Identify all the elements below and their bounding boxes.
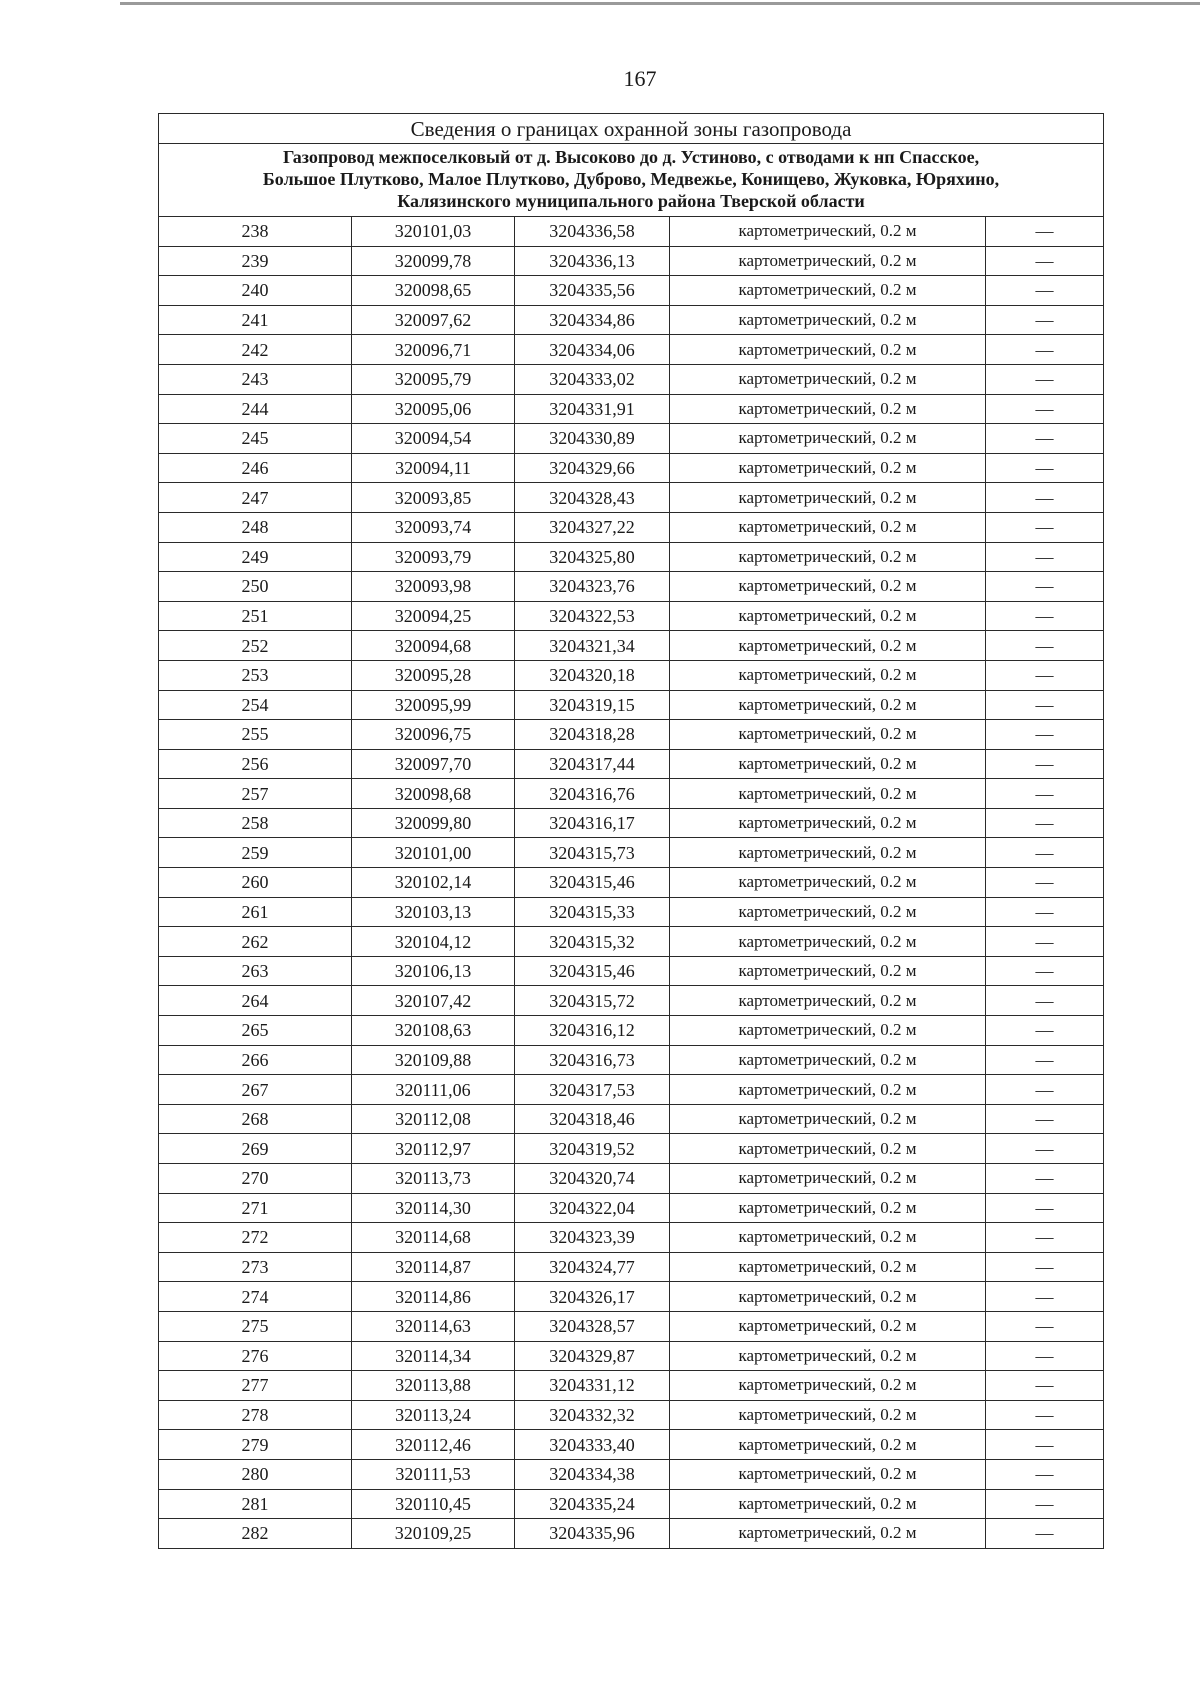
accuracy-dash: —: [986, 217, 1104, 247]
table-row: [159, 512, 1104, 542]
determination-method: картометрический, 0.2 м: [670, 720, 986, 750]
table-row: [159, 424, 1104, 454]
coordinate-y: 3204334,86: [515, 305, 670, 335]
point-number: 240: [159, 276, 352, 306]
table-row: [159, 897, 1104, 927]
determination-method: картометрический, 0.2 м: [670, 1489, 986, 1519]
accuracy-dash: —: [986, 749, 1104, 779]
determination-method: картометрический, 0.2 м: [670, 1341, 986, 1371]
determination-method: картометрический, 0.2 м: [670, 483, 986, 513]
point-number: 248: [159, 512, 352, 542]
coordinate-y: 3204316,76: [515, 779, 670, 809]
determination-method: картометрический, 0.2 м: [670, 1075, 986, 1105]
coordinate-y: 3204315,46: [515, 956, 670, 986]
accuracy-dash: —: [986, 1459, 1104, 1489]
table-title: Сведения о границах охранной зоны газопровода: [159, 114, 1104, 144]
coordinate-x: 320114,34: [352, 1341, 515, 1371]
point-number: 256: [159, 749, 352, 779]
accuracy-dash: —: [986, 483, 1104, 513]
coordinate-x: 320109,25: [352, 1519, 515, 1549]
determination-method: картометрический, 0.2 м: [670, 276, 986, 306]
determination-method: картометрический, 0.2 м: [670, 927, 986, 957]
determination-method: картометрический, 0.2 м: [670, 1104, 986, 1134]
point-number: 276: [159, 1341, 352, 1371]
table-row: [159, 246, 1104, 276]
table-row: [159, 364, 1104, 394]
coordinate-y: 3204336,13: [515, 246, 670, 276]
point-number: 245: [159, 424, 352, 454]
determination-method: картометрический, 0.2 м: [670, 1371, 986, 1401]
accuracy-dash: —: [986, 276, 1104, 306]
accuracy-dash: —: [986, 1164, 1104, 1194]
table-row: [159, 1252, 1104, 1282]
accuracy-dash: —: [986, 364, 1104, 394]
point-number: 281: [159, 1489, 352, 1519]
table-row: [159, 1193, 1104, 1223]
point-number: 254: [159, 690, 352, 720]
coordinate-x: 320112,08: [352, 1104, 515, 1134]
table-row: [159, 394, 1104, 424]
point-number: 244: [159, 394, 352, 424]
accuracy-dash: —: [986, 631, 1104, 661]
coordinate-x: 320108,63: [352, 1016, 515, 1046]
determination-method: картометрический, 0.2 м: [670, 542, 986, 572]
table-row: [159, 1400, 1104, 1430]
table-row: [159, 1016, 1104, 1046]
coordinate-y: 3204334,06: [515, 335, 670, 365]
coordinate-y: 3204319,15: [515, 690, 670, 720]
coordinate-y: 3204336,58: [515, 217, 670, 247]
accuracy-dash: —: [986, 1311, 1104, 1341]
coordinate-x: 320099,78: [352, 246, 515, 276]
coordinate-x: 320097,62: [352, 305, 515, 335]
table-row: [159, 720, 1104, 750]
table-row: [159, 1282, 1104, 1312]
point-number: 247: [159, 483, 352, 513]
coordinate-y: 3204318,28: [515, 720, 670, 750]
accuracy-dash: —: [986, 1223, 1104, 1253]
coordinate-x: 320114,63: [352, 1311, 515, 1341]
accuracy-dash: —: [986, 512, 1104, 542]
coordinate-y: 3204332,32: [515, 1400, 670, 1430]
point-number: 262: [159, 927, 352, 957]
coordinate-y: 3204331,91: [515, 394, 670, 424]
coordinate-x: 320095,06: [352, 394, 515, 424]
table-row: [159, 927, 1104, 957]
determination-method: картометрический, 0.2 м: [670, 1282, 986, 1312]
coordinate-y: 3204322,04: [515, 1193, 670, 1223]
point-number: 269: [159, 1134, 352, 1164]
determination-method: картометрический, 0.2 м: [670, 897, 986, 927]
coordinate-y: 3204333,40: [515, 1430, 670, 1460]
coordinate-y: 3204319,52: [515, 1134, 670, 1164]
coordinate-y: 3204328,43: [515, 483, 670, 513]
accuracy-dash: —: [986, 424, 1104, 454]
coordinate-x: 320097,70: [352, 749, 515, 779]
determination-method: картометрический, 0.2 м: [670, 453, 986, 483]
accuracy-dash: —: [986, 246, 1104, 276]
table-row: [159, 868, 1104, 898]
accuracy-dash: —: [986, 1371, 1104, 1401]
table-row: [159, 276, 1104, 306]
accuracy-dash: —: [986, 660, 1104, 690]
determination-method: картометрический, 0.2 м: [670, 956, 986, 986]
accuracy-dash: —: [986, 868, 1104, 898]
coordinate-x: 320101,00: [352, 838, 515, 868]
coordinate-x: 320095,79: [352, 364, 515, 394]
determination-method: картометрический, 0.2 м: [670, 364, 986, 394]
accuracy-dash: —: [986, 1430, 1104, 1460]
table-row: [159, 1519, 1104, 1549]
coordinate-y: 3204333,02: [515, 364, 670, 394]
determination-method: картометрический, 0.2 м: [670, 986, 986, 1016]
coordinate-x: 320098,65: [352, 276, 515, 306]
point-number: 279: [159, 1430, 352, 1460]
accuracy-dash: —: [986, 572, 1104, 602]
table-row: [159, 1104, 1104, 1134]
coordinate-y: 3204325,80: [515, 542, 670, 572]
coordinate-x: 320111,53: [352, 1459, 515, 1489]
table-row: [159, 483, 1104, 513]
table-row: [159, 749, 1104, 779]
determination-method: картометрический, 0.2 м: [670, 335, 986, 365]
determination-method: картометрический, 0.2 м: [670, 690, 986, 720]
accuracy-dash: —: [986, 808, 1104, 838]
coordinate-x: 320094,25: [352, 601, 515, 631]
point-number: 274: [159, 1282, 352, 1312]
point-number: 275: [159, 1311, 352, 1341]
accuracy-dash: —: [986, 1400, 1104, 1430]
table-row: [159, 779, 1104, 809]
coordinate-x: 320114,87: [352, 1252, 515, 1282]
subtitle-line: Газопровод межпоселковый от д. Высоково до д. Устиново, с отводами к нп Спасское,: [282, 147, 980, 167]
accuracy-dash: —: [986, 1134, 1104, 1164]
point-number: 273: [159, 1252, 352, 1282]
accuracy-dash: —: [986, 601, 1104, 631]
table-row: [159, 1134, 1104, 1164]
accuracy-dash: —: [986, 779, 1104, 809]
coordinate-y: 3204334,38: [515, 1459, 670, 1489]
determination-method: картометрический, 0.2 м: [670, 394, 986, 424]
coordinate-y: 3204316,12: [515, 1016, 670, 1046]
point-number: 241: [159, 305, 352, 335]
table-row: [159, 1311, 1104, 1341]
coordinate-x: 320093,74: [352, 512, 515, 542]
coordinate-x: 320096,75: [352, 720, 515, 750]
table-row: [159, 660, 1104, 690]
table-row: [159, 690, 1104, 720]
coordinate-x: 320107,42: [352, 986, 515, 1016]
determination-method: картометрический, 0.2 м: [670, 424, 986, 454]
accuracy-dash: —: [986, 1519, 1104, 1549]
table-row: [159, 631, 1104, 661]
coordinate-x: 320093,85: [352, 483, 515, 513]
coordinate-y: 3204315,72: [515, 986, 670, 1016]
coordinate-y: 3204320,74: [515, 1164, 670, 1194]
coordinate-y: 3204328,57: [515, 1311, 670, 1341]
accuracy-dash: —: [986, 1489, 1104, 1519]
determination-method: картометрический, 0.2 м: [670, 808, 986, 838]
accuracy-dash: —: [986, 1193, 1104, 1223]
determination-method: картометрический, 0.2 м: [670, 1193, 986, 1223]
point-number: 260: [159, 868, 352, 898]
coordinate-x: 320112,46: [352, 1430, 515, 1460]
coordinate-y: 3204317,44: [515, 749, 670, 779]
determination-method: картометрический, 0.2 м: [670, 749, 986, 779]
determination-method: картометрический, 0.2 м: [670, 1400, 986, 1430]
coordinate-y: 3204320,18: [515, 660, 670, 690]
coordinate-y: 3204321,34: [515, 631, 670, 661]
accuracy-dash: —: [986, 927, 1104, 957]
coordinate-y: 3204315,46: [515, 868, 670, 898]
table-row: [159, 1045, 1104, 1075]
determination-method: картометрический, 0.2 м: [670, 779, 986, 809]
determination-method: картометрический, 0.2 м: [670, 1311, 986, 1341]
coordinate-x: 320114,86: [352, 1282, 515, 1312]
coordinate-x: 320114,30: [352, 1193, 515, 1223]
coordinate-x: 320093,79: [352, 542, 515, 572]
point-number: 280: [159, 1459, 352, 1489]
point-number: 258: [159, 808, 352, 838]
point-number: 257: [159, 779, 352, 809]
coordinate-x: 320113,73: [352, 1164, 515, 1194]
determination-method: картометрический, 0.2 м: [670, 512, 986, 542]
determination-method: картометрический, 0.2 м: [670, 1519, 986, 1549]
determination-method: картометрический, 0.2 м: [670, 305, 986, 335]
point-number: 246: [159, 453, 352, 483]
table-row: [159, 1371, 1104, 1401]
point-number: 251: [159, 601, 352, 631]
point-number: 270: [159, 1164, 352, 1194]
coordinate-x: 320102,14: [352, 868, 515, 898]
coordinate-x: 320096,71: [352, 335, 515, 365]
boundary-table: [158, 113, 1104, 1549]
point-number: 259: [159, 838, 352, 868]
accuracy-dash: —: [986, 1104, 1104, 1134]
coordinate-y: 3204315,73: [515, 838, 670, 868]
accuracy-dash: —: [986, 720, 1104, 750]
point-number: 252: [159, 631, 352, 661]
point-number: 282: [159, 1519, 352, 1549]
accuracy-dash: —: [986, 394, 1104, 424]
coordinate-y: 3204315,33: [515, 897, 670, 927]
table-row: [159, 305, 1104, 335]
point-number: 268: [159, 1104, 352, 1134]
determination-method: картометрический, 0.2 м: [670, 1134, 986, 1164]
point-number: 255: [159, 720, 352, 750]
table-row: [159, 1430, 1104, 1460]
coordinate-y: 3204335,24: [515, 1489, 670, 1519]
determination-method: картометрический, 0.2 м: [670, 660, 986, 690]
determination-method: картометрический, 0.2 м: [670, 601, 986, 631]
coordinate-y: 3204335,56: [515, 276, 670, 306]
determination-method: картометрический, 0.2 м: [670, 1016, 986, 1046]
determination-method: картометрический, 0.2 м: [670, 1164, 986, 1194]
coordinate-x: 320099,80: [352, 808, 515, 838]
table-row: [159, 453, 1104, 483]
coordinate-y: 3204323,39: [515, 1223, 670, 1253]
point-number: 238: [159, 217, 352, 247]
accuracy-dash: —: [986, 335, 1104, 365]
table-row: [159, 1341, 1104, 1371]
coordinate-x: 320106,13: [352, 956, 515, 986]
accuracy-dash: —: [986, 305, 1104, 335]
point-number: 239: [159, 246, 352, 276]
point-number: 242: [159, 335, 352, 365]
table-row: [159, 1223, 1104, 1253]
coordinate-x: 320109,88: [352, 1045, 515, 1075]
coordinate-y: 3204316,73: [515, 1045, 670, 1075]
coordinate-x: 320094,54: [352, 424, 515, 454]
accuracy-dash: —: [986, 1045, 1104, 1075]
coordinate-x: 320113,88: [352, 1371, 515, 1401]
accuracy-dash: —: [986, 1016, 1104, 1046]
point-number: 263: [159, 956, 352, 986]
coordinate-x: 320093,98: [352, 572, 515, 602]
table-row: [159, 542, 1104, 572]
coordinate-x: 320110,45: [352, 1489, 515, 1519]
point-number: 250: [159, 572, 352, 602]
coordinate-x: 320104,12: [352, 927, 515, 957]
accuracy-dash: —: [986, 897, 1104, 927]
determination-method: картометрический, 0.2 м: [670, 1459, 986, 1489]
coordinate-x: 320103,13: [352, 897, 515, 927]
table-row: [159, 1075, 1104, 1105]
coordinate-x: 320098,68: [352, 779, 515, 809]
point-number: 278: [159, 1400, 352, 1430]
point-number: 267: [159, 1075, 352, 1105]
table-row: [159, 1489, 1104, 1519]
table-row: [159, 986, 1104, 1016]
point-number: 243: [159, 364, 352, 394]
table-row: [159, 956, 1104, 986]
point-number: 249: [159, 542, 352, 572]
determination-method: картометрический, 0.2 м: [670, 1252, 986, 1282]
coordinate-x: 320094,11: [352, 453, 515, 483]
accuracy-dash: —: [986, 1341, 1104, 1371]
accuracy-dash: —: [986, 690, 1104, 720]
table-subtitle: [159, 144, 1104, 217]
coordinate-x: 320094,68: [352, 631, 515, 661]
point-number: 271: [159, 1193, 352, 1223]
subtitle-line: Калязинского муниципального района Тверской области: [397, 191, 865, 211]
coordinate-y: 3204315,32: [515, 927, 670, 957]
point-number: 265: [159, 1016, 352, 1046]
accuracy-dash: —: [986, 1252, 1104, 1282]
determination-method: картометрический, 0.2 м: [670, 1430, 986, 1460]
coordinate-y: 3204317,53: [515, 1075, 670, 1105]
point-number: 277: [159, 1371, 352, 1401]
coordinate-y: 3204318,46: [515, 1104, 670, 1134]
coordinate-y: 3204330,89: [515, 424, 670, 454]
accuracy-dash: —: [986, 1075, 1104, 1105]
point-number: 253: [159, 660, 352, 690]
accuracy-dash: —: [986, 956, 1104, 986]
table-row: [159, 335, 1104, 365]
coordinate-x: 320113,24: [352, 1400, 515, 1430]
point-number: 272: [159, 1223, 352, 1253]
top-scan-rule: [120, 2, 1200, 5]
point-number: 264: [159, 986, 352, 1016]
table-row: [159, 1164, 1104, 1194]
coordinate-y: 3204329,87: [515, 1341, 670, 1371]
accuracy-dash: —: [986, 986, 1104, 1016]
coordinate-x: 320095,28: [352, 660, 515, 690]
accuracy-dash: —: [986, 542, 1104, 572]
coordinate-x: 320101,03: [352, 217, 515, 247]
table-row: [159, 601, 1104, 631]
determination-method: картометрический, 0.2 м: [670, 246, 986, 276]
accuracy-dash: —: [986, 453, 1104, 483]
determination-method: картометрический, 0.2 м: [670, 868, 986, 898]
coordinate-x: 320114,68: [352, 1223, 515, 1253]
coordinate-y: 3204316,17: [515, 808, 670, 838]
determination-method: картометрический, 0.2 м: [670, 572, 986, 602]
coordinate-y: 3204327,22: [515, 512, 670, 542]
point-number: 261: [159, 897, 352, 927]
coordinate-y: 3204335,96: [515, 1519, 670, 1549]
table-row: [159, 1459, 1104, 1489]
coordinate-x: 320095,99: [352, 690, 515, 720]
subtitle-line: Большое Плутково, Малое Плутково, Дуброво, Медвежье, Конищево, Жуковка, Юряхино,: [262, 169, 1000, 189]
determination-method: картометрический, 0.2 м: [670, 838, 986, 868]
table-row: [159, 838, 1104, 868]
page-number: 167: [623, 66, 657, 91]
accuracy-dash: —: [986, 1282, 1104, 1312]
table-row: [159, 217, 1104, 247]
coordinate-y: 3204324,77: [515, 1252, 670, 1282]
coordinate-y: 3204323,76: [515, 572, 670, 602]
coordinate-x: 320112,97: [352, 1134, 515, 1164]
table-row: [159, 808, 1104, 838]
determination-method: картометрический, 0.2 м: [670, 217, 986, 247]
table-row: [159, 572, 1104, 602]
coordinate-x: 320111,06: [352, 1075, 515, 1105]
coordinate-y: 3204326,17: [515, 1282, 670, 1312]
determination-method: картометрический, 0.2 м: [670, 1223, 986, 1253]
accuracy-dash: —: [986, 838, 1104, 868]
coordinate-y: 3204331,12: [515, 1371, 670, 1401]
point-number: 266: [159, 1045, 352, 1075]
determination-method: картометрический, 0.2 м: [670, 1045, 986, 1075]
determination-method: картометрический, 0.2 м: [670, 631, 986, 661]
coordinate-y: 3204329,66: [515, 453, 670, 483]
coordinate-y: 3204322,53: [515, 601, 670, 631]
